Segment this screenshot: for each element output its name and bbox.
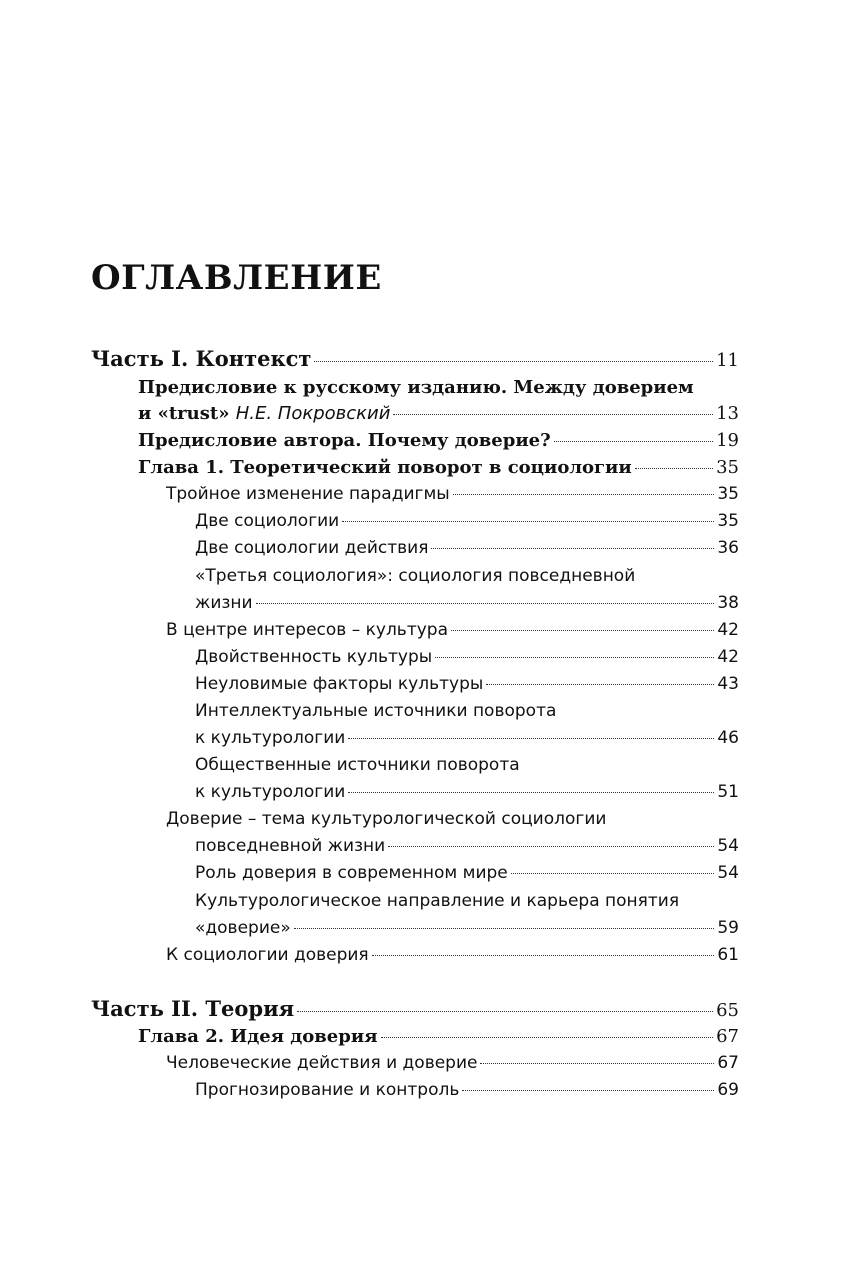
dot-leader [372, 955, 715, 956]
toc-entry-label: Тройное изменение парадигмы [166, 484, 450, 504]
toc-entry-label: Глава 2. Идея доверия [138, 1026, 378, 1047]
toc-page-number: 59 [717, 918, 739, 938]
dot-leader [451, 630, 714, 631]
toc-page-number: 36 [717, 538, 739, 558]
dot-leader [453, 494, 715, 495]
toc-page-number: 42 [717, 620, 739, 640]
toc-entry-label: Роль доверия в современном мире [195, 863, 508, 883]
toc-entry-label: Две социологии действия [195, 538, 429, 558]
toc-page-number: 35 [717, 511, 739, 531]
toc-page-number: 35 [716, 457, 739, 478]
dot-leader [294, 928, 715, 929]
dot-leader [635, 468, 713, 469]
toc-entry-ch1-s2-2[interactable] [195, 674, 739, 694]
toc-entry-ch1-s3-1[interactable] [195, 863, 739, 883]
toc-entry-ch1-s3[interactable] [195, 836, 739, 856]
toc-entry-ch1-s1-1[interactable] [195, 511, 739, 531]
toc-page-number: 67 [717, 1053, 739, 1073]
toc-entry-label: Две социологии [195, 511, 340, 531]
dot-leader [388, 846, 714, 847]
dot-leader [348, 738, 714, 739]
toc-page-number: 65 [716, 1000, 739, 1021]
toc-entry-label: Человеческие действия и доверие [166, 1053, 478, 1073]
dot-leader [297, 1011, 713, 1012]
toc-entry-ch1-s2-4[interactable] [195, 782, 739, 802]
dot-leader [381, 1037, 714, 1038]
toc-entry-label: к культурологии [195, 728, 346, 748]
toc-entry-label: В центре интересов – культура [166, 620, 449, 640]
toc-entry-ch1-s2-1[interactable] [195, 647, 739, 667]
toc-entry-ch1-s1-3[interactable] [195, 593, 739, 613]
toc-entry-ch1-s2[interactable] [166, 620, 739, 640]
toc-page-number: 43 [717, 674, 739, 694]
toc-entry-preface-ru[interactable] [138, 403, 739, 424]
toc-entry-label: Прогнозирование и контроль [195, 1080, 460, 1100]
dot-leader [511, 873, 715, 874]
toc-entry-ch1-s1-3-line1[interactable]: «Третья социология»: социология повседневной [195, 566, 636, 586]
dot-leader [554, 441, 713, 442]
dot-leader [486, 684, 714, 685]
toc-entry-label: жизни [195, 593, 253, 613]
toc-entry-preface-ru-line1[interactable]: Предисловие к русскому изданию. Между доверием [138, 377, 694, 398]
dot-leader [314, 361, 713, 362]
toc-page-number: 46 [717, 728, 739, 748]
dot-leader [393, 414, 713, 415]
toc-entry-label: повседневной жизни [195, 836, 386, 856]
toc-entry-ch2-s1-1[interactable] [195, 1080, 739, 1100]
toc-entry-label: Двойственность культуры [195, 647, 433, 667]
dot-leader [342, 521, 714, 522]
toc-page-number: 51 [717, 782, 739, 802]
toc-page-number: 69 [717, 1080, 739, 1100]
toc-entry-ch1-s2-3-line1[interactable]: Интеллектуальные источники поворота [195, 701, 557, 721]
toc-page-number: 54 [717, 836, 739, 856]
toc-entry-label: к культурологии [195, 782, 346, 802]
toc-page-number: 42 [717, 647, 739, 667]
toc-entry-ch1-s4[interactable] [166, 945, 739, 965]
toc-page-number: 11 [716, 350, 739, 371]
toc-entry-ch1-s2-3[interactable] [195, 728, 739, 748]
toc-entry-part2[interactable] [91, 996, 739, 1021]
toc-page-number: 19 [716, 430, 739, 451]
dot-leader [462, 1090, 714, 1091]
dot-leader [348, 792, 714, 793]
toc-page-number: 38 [717, 593, 739, 613]
dot-leader [256, 603, 715, 604]
toc-entry-ch2-s1[interactable] [166, 1053, 739, 1073]
toc-page-number: 67 [716, 1026, 739, 1047]
dot-leader [480, 1063, 714, 1064]
toc-page-number: 54 [717, 863, 739, 883]
toc-entry-label: Глава 1. Теоретический поворот в социологии [138, 457, 632, 478]
toc-entry-ch1-s1-2[interactable] [195, 538, 739, 558]
toc-entry-label: и «trust» [138, 403, 230, 424]
page-title: ОГЛАВЛЕНИЕ [91, 258, 382, 298]
toc-entry-preface-author[interactable] [138, 430, 739, 451]
toc-entry-label: Предисловие автора. Почему доверие? [138, 430, 551, 451]
toc-entry-ch1-s3-line1[interactable]: Доверие – тема культурологической социологии [166, 809, 607, 829]
toc-entry-part1[interactable] [91, 346, 739, 371]
dot-leader [431, 548, 714, 549]
toc-entry-ch1-s1[interactable] [166, 484, 739, 504]
toc-entry-label: К социологии доверия [166, 945, 369, 965]
toc-page-number: 13 [716, 403, 739, 424]
toc-entry-ch1-s3-2-line1[interactable]: Культурологическое направление и карьера понятия [195, 891, 680, 911]
toc-entry-chapter2[interactable] [138, 1026, 739, 1047]
toc-entry-label: «доверие» [195, 918, 291, 938]
toc-entry-chapter1[interactable] [138, 457, 739, 478]
toc-entry-ch1-s3-2[interactable] [195, 918, 739, 938]
toc-entry-author: Н.Е. Покровский [235, 403, 391, 424]
toc-page-number: 61 [717, 945, 739, 965]
toc-entry-ch1-s2-4-line1[interactable]: Общественные источники поворота [195, 755, 520, 775]
toc-entry-label: Часть I. Контекст [91, 346, 312, 371]
toc-entry-label: Неуловимые факторы культуры [195, 674, 484, 694]
toc-page-number: 35 [717, 484, 739, 504]
dot-leader [435, 657, 714, 658]
toc-entry-label: Часть II. Теория [91, 996, 295, 1021]
